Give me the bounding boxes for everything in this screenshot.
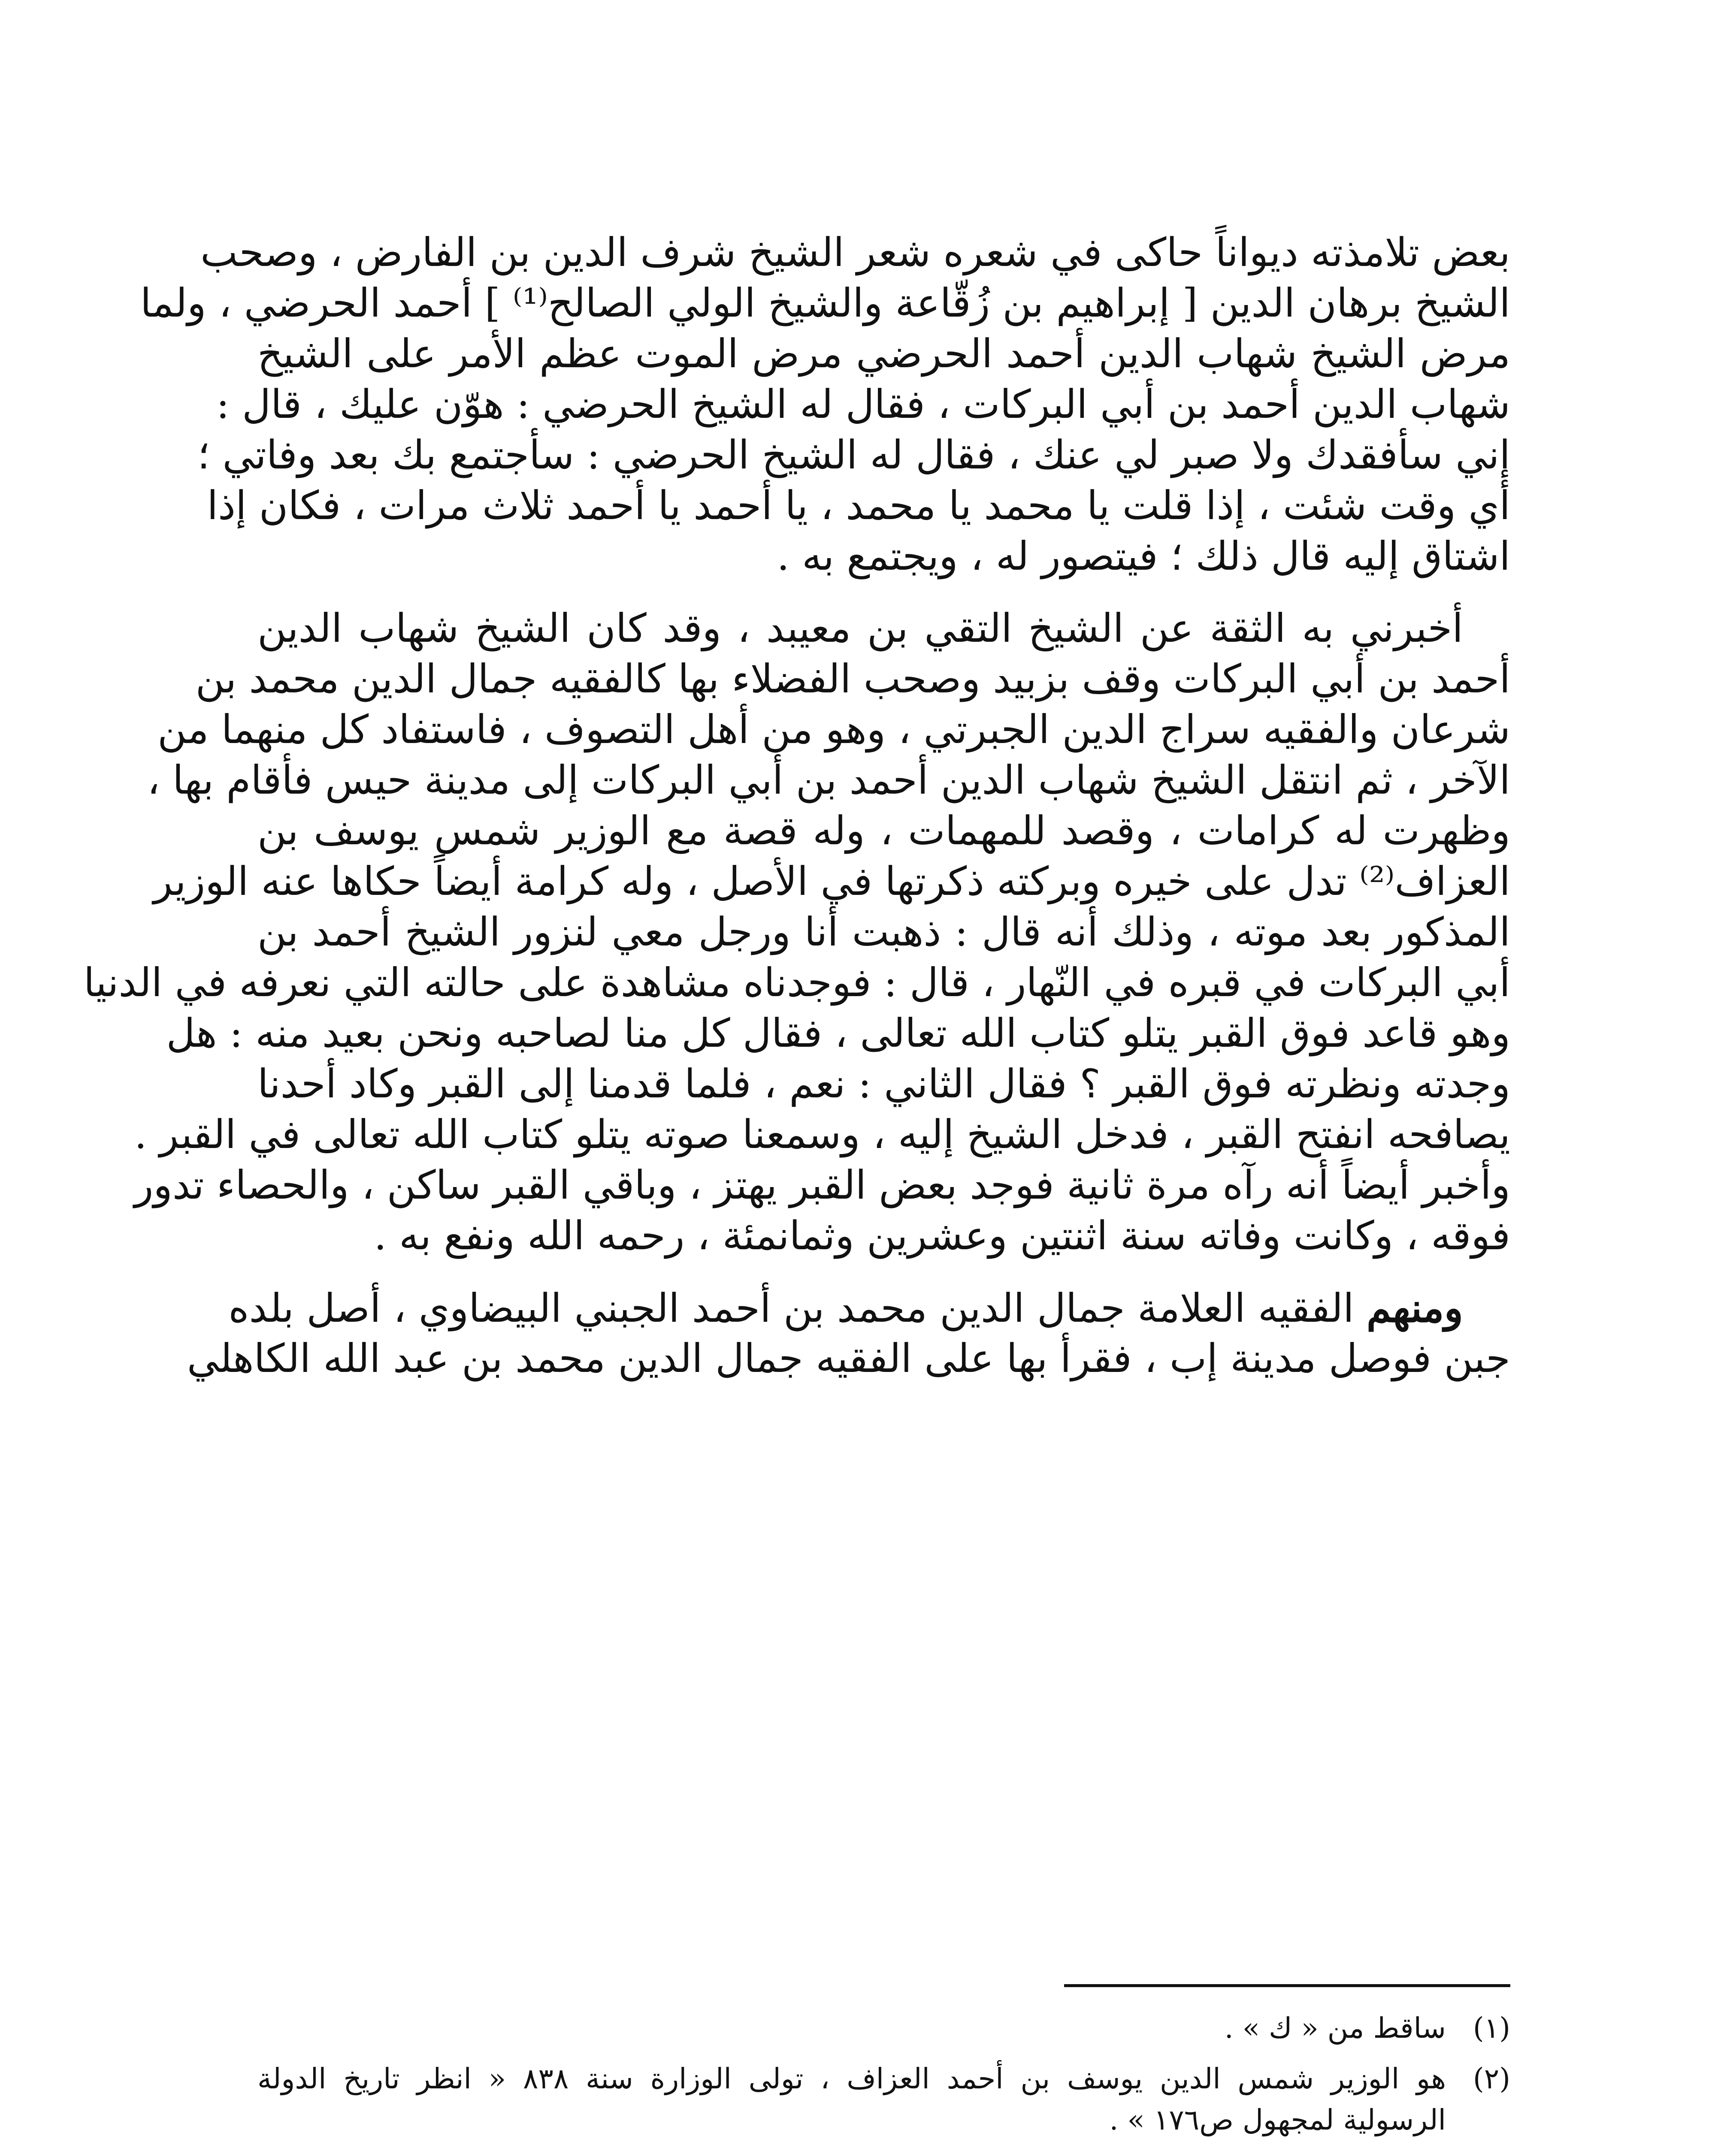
footnote-number: (٢) — [1473, 2062, 1510, 2095]
paragraph-gap — [257, 1261, 1510, 1283]
paragraph-gap — [257, 582, 1510, 603]
text-line: جبن فوصل مدينة إب ، فقرأ بها على الفقيه جمال الدين محمد بن عبد الله الكاهلي — [187, 1335, 1510, 1381]
text-line: وجدته ونظرته فوق القبر ؟ فقال الثاني : نعم ، فلما قدمنا إلى القبر وكاد أحدنا — [257, 1061, 1510, 1107]
text-line: أحمد بن أبي البركات وقف بزبيد وصحب الفضلاء بها كالفقيه جمال الدين محمد بن — [195, 656, 1510, 702]
text-line: إني سأفقدك ولا صبر لي عنك ، فقال له الشيخ الحرضي : سأجتمع بك بعد وفاتي ؛ — [197, 432, 1510, 478]
text-line: الآخر ، ثم انتقل الشيخ شهاب الدين أحمد بن أبي البركات إلى مدينة حيس فأقام بها ، — [147, 757, 1510, 803]
text-line: أخبرني به الثقة عن الشيخ التقي بن معيبد ، وقد كان الشيخ شهاب الدين — [257, 605, 1463, 651]
text-line: العزاف⁽²⁾ تدل على خيره وبركته ذكرتها في الأصل ، وله كرامة أيضاً حكاها عنه الوزير — [153, 858, 1510, 904]
text-line-rest: الفقيه العلامة جمال الدين محمد بن أحمد الجبني البيضاوي ، أصل بلده — [228, 1285, 1354, 1331]
text-line — [228, 1283, 1510, 1333]
main-text — [83, 227, 1510, 1384]
footnote-text — [257, 2008, 1446, 2049]
footnote-text — [257, 2058, 1446, 2141]
footnote-1 — [257, 2008, 1510, 2049]
text-line: وأخبر أيضاً أنه رآه مرة ثانية فوجد بعض القبر يهتز ، وباقي القبر ساكن ، والحصاء تدور — [134, 1162, 1510, 1208]
footnote-line: هو الوزير شمس الدين يوسف بن أحمد العزاف ، تولى الوزارة سنة ٨٣٨ « انظر تاريخ الدولة — [257, 2062, 1446, 2095]
footnote-number: (١) — [1473, 2012, 1510, 2045]
text-line: مرض الشيخ شهاب الدين أحمد الحرضي مرض الموت عظم الأمر على الشيخ — [257, 331, 1510, 377]
text-line: فوقه ، وكانت وفاته سنة اثنتين وعشرين وثمانمئة ، رحمه الله ونفع به . — [374, 1213, 1510, 1259]
text-line: أبي البركات في قبره في النّهار ، قال : فوجدناه مشاهدة على حالته التي نعرفه في الدنيا — [83, 960, 1510, 1006]
text-line: الشيخ برهان الدين [ إبراهيم بن زُقّاعة والشيخ الولي الصالح⁽¹⁾ ] أحمد الحرضي ، ولما — [140, 280, 1510, 326]
paragraph-3 — [187, 1283, 1510, 1384]
paragraph-2 — [83, 603, 1510, 1261]
footnotes — [257, 2008, 1510, 2141]
text-line: وهو قاعد فوق القبر يتلو كتاب الله تعالى ، فقال كل منا لصاحبه ونحن بعيد منه : هل — [166, 1010, 1510, 1056]
text-line: المذكور بعد موته ، وذلك أنه قال : ذهبت أنا ورجل معي لنزور الشيخ أحمد بن — [257, 909, 1510, 955]
footnote-2 — [257, 2058, 1510, 2141]
text-line: شرعان والفقيه سراج الدين الجبرتي ، وهو من أهل التصوف ، فاستفاد كل منهما من — [157, 707, 1510, 752]
text-line: يصافحه انفتح القبر ، فدخل الشيخ إليه ، وسمعنا صوته يتلو كتاب الله تعالى في القبر . — [134, 1112, 1510, 1157]
text-line: وظهرت له كرامات ، وقصد للمهمات ، وله قصة مع الوزير شمس يوسف بن — [257, 808, 1510, 854]
text-line: أي وقت شئت ، إذا قلت يا محمد يا محمد ، يا أحمد يا أحمد ثلاث مرات ، فكان إذا — [207, 483, 1510, 529]
paragraph-lead-word: ومنهم — [1366, 1285, 1463, 1331]
text-line: بعض تلامذته ديواناً حاكى في شعره شعر الشيخ شرف الدين بن الفارض ، وصحب — [200, 230, 1510, 275]
text-line: اشتاق إليه قال ذلك ؛ فيتصور له ، ويجتمع به . — [777, 533, 1510, 579]
footnote-separator — [1064, 1984, 1510, 1987]
text-line: شهاب الدين أحمد بن أبي البركات ، فقال له الشيخ الحرضي : هوّن عليك ، قال : — [216, 381, 1510, 427]
paragraph-1 — [140, 227, 1510, 582]
footnote-line: الرسولية لمجهول ص١٧٦ » . — [1109, 2103, 1446, 2136]
footnote-line: ساقط من « ك » . — [1224, 2012, 1446, 2045]
